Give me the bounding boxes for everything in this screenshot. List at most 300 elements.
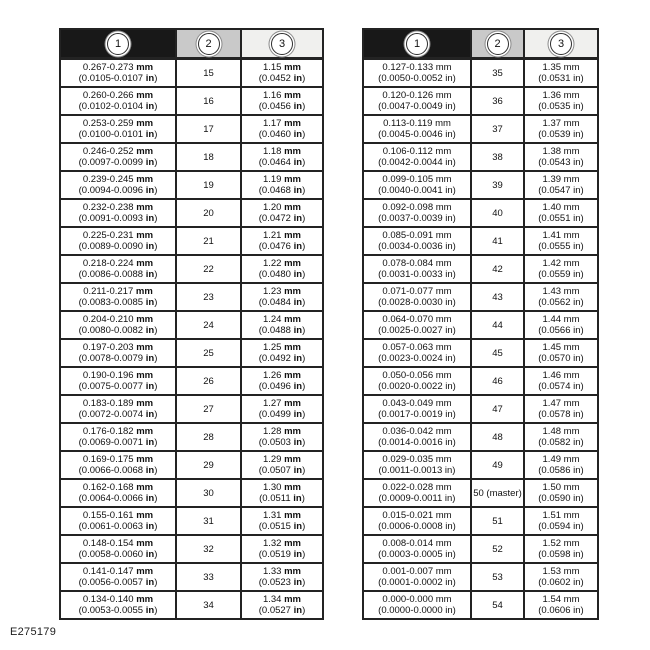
grade-number-cell: 53 [471,563,524,591]
clearance-range-cell [60,591,176,619]
clearance-range-cell [363,367,471,395]
table-row [363,591,598,619]
unit-label: in [445,269,453,280]
clearance-in: (0.0006-0.0008 in) [378,521,456,532]
unit-label: in [573,129,581,140]
thickness-in: (0.0547 in) [538,185,584,196]
clearance-mm: 0.127-0.133 mm [382,62,452,73]
clearance-in: (0.0102-0.0104 in) [78,101,158,112]
thickness-mm: 1.45 mm [542,342,580,353]
thickness-in: (0.0543 in) [538,157,584,168]
clearance-in: (0.0050-0.0052 in) [378,73,456,84]
thickness-cell [241,367,323,395]
unit-label: mm [284,594,302,605]
unit-label: in [293,577,303,588]
grade-number-cell: 26 [176,367,241,395]
table-grid-left [59,28,324,620]
grade-number-cell: 34 [176,591,241,619]
unit-label: in [445,297,453,308]
unit-label: mm [136,314,154,325]
unit-label: mm [136,202,154,213]
unit-label: in [293,605,303,616]
unit-label: mm [136,538,154,549]
thickness-in: (0.0535 in) [538,101,584,112]
unit-label: mm [435,510,452,521]
table-row [363,59,598,88]
unit-label: mm [435,482,452,493]
unit-label: mm [284,538,302,549]
thickness-table-right [362,28,593,620]
grade-number-cell: 29 [176,451,241,479]
table-header [60,29,323,59]
clearance-range-cell [60,115,176,143]
thickness-in: (0.0503 in) [258,437,306,448]
thickness-in: (0.0602 in) [538,577,584,588]
grade-number-cell: 16 [176,87,241,115]
clearance-range-cell [363,423,471,451]
clearance-in: (0.0053-0.0055 in) [78,605,158,616]
thickness-in: (0.0507 in) [258,465,306,476]
unit-label: in [145,241,155,252]
thickness-cell [241,227,323,255]
clearance-mm: 0.211-0.217 mm [83,286,153,297]
unit-label: mm [435,594,452,605]
unit-label: in [445,325,453,336]
unit-label: mm [435,454,452,465]
unit-label: in [573,101,581,112]
unit-label: mm [435,286,452,297]
unit-label: mm [284,314,302,325]
thickness-in: (0.0468 in) [258,185,306,196]
thickness-mm: 1.37 mm [542,118,580,129]
clearance-range-cell [363,199,471,227]
thickness-cell [241,479,323,507]
grade-number-cell: 51 [471,507,524,535]
unit-label: in [293,297,303,308]
thickness-cell [241,199,323,227]
clearance-mm: 0.169-0.175 mm [82,454,154,465]
unit-label: in [293,325,303,336]
unit-label: mm [435,398,452,409]
thickness-mm: 1.29 mm [262,454,302,465]
unit-label: in [145,297,155,308]
table-row [363,423,598,451]
clearance-in: (0.0091-0.0093 in) [78,213,158,224]
clearance-mm: 0.099-0.105 mm [382,174,452,185]
clearance-mm: 0.106-0.112 mm [382,146,452,157]
thickness-in: (0.0594 in) [538,521,584,532]
clearance-mm: 0.260-0.266 mm [82,90,154,101]
clearance-mm: 0.134-0.140 mm [82,594,154,605]
thickness-in: (0.0578 in) [538,409,584,420]
clearance-range-cell [60,171,176,199]
thickness-mm: 1.32 mm [262,538,302,549]
table-row [363,367,598,395]
grade-number-cell: 20 [176,199,241,227]
clearance-mm: 0.197-0.203 mm [82,342,154,353]
grade-number-cell: 46 [471,367,524,395]
clearance-in: (0.0025-0.0027 in) [378,325,456,336]
header-cell-1 [363,29,471,59]
thickness-cell [241,451,323,479]
thickness-mm: 1.43 mm [542,286,580,297]
unit-label: in [293,437,303,448]
unit-label: in [573,157,581,168]
table-row [363,451,598,479]
unit-label: in [293,241,303,252]
unit-label: mm [435,370,452,381]
unit-label: mm [435,258,452,269]
unit-label: in [145,493,155,504]
thickness-cell [241,591,323,619]
thickness-cell [241,339,323,367]
thickness-cell [524,507,598,535]
table-row [363,255,598,283]
unit-label: in [445,409,453,420]
unit-label: in [444,493,453,504]
unit-label: mm [435,426,452,437]
clearance-mm: 0.071-0.077 mm [382,286,452,297]
thickness-mm: 1.33 mm [262,566,302,577]
thickness-mm: 1.23 mm [262,286,302,297]
thickness-mm: 1.27 mm [262,398,302,409]
unit-label: in [293,101,303,112]
thickness-in: (0.0496 in) [258,381,306,392]
thickness-mm: 1.40 mm [542,202,580,213]
thickness-cell [241,255,323,283]
unit-label: in [293,157,303,168]
table-row [60,199,323,227]
thickness-cell [524,339,598,367]
unit-label: mm [284,258,302,269]
unit-label: in [445,241,453,252]
unit-label: in [573,437,581,448]
thickness-in: (0.0527 in) [258,605,306,616]
unit-label: in [145,73,155,84]
clearance-in: (0.0100-0.0101 in) [78,129,158,140]
thickness-in: (0.0590 in) [538,493,584,504]
thickness-cell [524,451,598,479]
clearance-range-cell [363,563,471,591]
table-row [60,227,323,255]
grade-number-cell: 50 (master) [471,479,524,507]
grade-number-cell: 28 [176,423,241,451]
clearance-mm: 0.267-0.273 mm [82,62,154,73]
thickness-in: (0.0515 in) [258,521,306,532]
table-row [363,339,598,367]
unit-label: in [573,605,581,616]
grade-number-cell: 30 [176,479,241,507]
thickness-mm: 1.52 mm [542,538,580,549]
thickness-cell [241,171,323,199]
unit-label: in [445,381,453,392]
thickness-mm: 1.36 mm [542,90,580,101]
thickness-in: (0.0492 in) [258,353,306,364]
thickness-mm: 1.50 mm [542,482,580,493]
thickness-mm: 1.31 mm [262,510,302,521]
grade-number-cell: 37 [471,115,524,143]
clearance-mm: 0.001-0.007 mm [382,566,452,577]
grade-number-cell: 49 [471,451,524,479]
thickness-mm: 1.28 mm [262,426,302,437]
thickness-mm: 1.24 mm [262,314,302,325]
thickness-in: (0.0551 in) [538,213,584,224]
grade-number-cell: 52 [471,535,524,563]
clearance-in: (0.0066-0.0068 in) [78,465,158,476]
unit-label: in [145,465,155,476]
callout-2-icon: 2 [198,33,220,55]
table-row [60,479,323,507]
thickness-cell [524,479,598,507]
clearance-mm: 0.120-0.126 mm [382,90,452,101]
unit-label: mm [563,90,580,101]
callout-3-icon: 3 [271,33,293,55]
unit-label: mm [136,90,154,101]
thickness-mm: 1.47 mm [542,398,580,409]
unit-label: in [445,157,453,168]
table-row [60,591,323,619]
grade-number-cell: 17 [176,115,241,143]
clearance-in: (0.0086-0.0088 in) [78,269,158,280]
clearance-range-cell [60,199,176,227]
clearance-mm: 0.218-0.224 mm [82,258,154,269]
thickness-mm: 1.54 mm [542,594,580,605]
clearance-range-cell [60,479,176,507]
clearance-in: (0.0069-0.0071 in) [78,437,158,448]
clearance-range-cell [363,479,471,507]
clearance-range-cell [363,339,471,367]
clearance-range-cell [60,339,176,367]
clearance-mm: 0.015-0.021 mm [382,510,452,521]
unit-label: mm [284,146,302,157]
thickness-in: (0.0582 in) [538,437,584,448]
unit-label: mm [435,342,452,353]
thickness-in: (0.0484 in) [258,297,306,308]
unit-label: in [573,213,581,224]
unit-label: in [573,269,581,280]
unit-label: mm [284,482,302,493]
clearance-mm: 0.064-0.070 mm [382,314,452,325]
thickness-mm: 1.39 mm [542,174,580,185]
unit-label: mm [563,538,580,549]
thickness-cell [241,311,323,339]
clearance-mm: 0.176-0.182 mm [82,426,154,437]
thickness-cell [241,395,323,423]
thickness-in: (0.0586 in) [538,465,584,476]
unit-label: in [293,381,303,392]
thickness-mm: 1.42 mm [542,258,580,269]
clearance-in: (0.0061-0.0063 in) [78,521,158,532]
grade-number-cell: 36 [471,87,524,115]
clearance-in: (0.0011-0.0013 in) [378,465,456,476]
thickness-mm: 1.20 mm [262,202,302,213]
unit-label: in [573,73,581,84]
callout-1-icon: 1 [406,33,428,55]
clearance-range-cell [363,591,471,619]
clearance-range-cell [60,563,176,591]
thickness-mm: 1.22 mm [262,258,302,269]
thickness-in: (0.0452 in) [258,73,306,84]
clearance-range-cell [60,255,176,283]
callout-1-icon: 1 [107,33,129,55]
thickness-mm: 1.17 mm [262,118,302,129]
table-row [363,563,598,591]
unit-label: in [145,577,155,588]
clearance-in: (0.0037-0.0039 in) [378,213,456,224]
table-body [363,59,598,620]
clearance-in: (0.0003-0.0005 in) [378,549,456,560]
table-row [60,59,323,88]
clearance-mm: 0.253-0.259 mm [82,118,154,129]
unit-label: mm [563,174,580,185]
clearance-range-cell [363,227,471,255]
thickness-in: (0.0519 in) [258,549,306,560]
clearance-in: (0.0045-0.0046 in) [378,129,456,140]
thickness-cell [524,367,598,395]
unit-label: mm [563,566,580,577]
unit-label: mm [136,258,154,269]
clearance-in: (0.0064-0.0066 in) [78,493,158,504]
clearance-range-cell [363,255,471,283]
unit-label: mm [284,230,302,241]
thickness-mm: 1.30 mm [262,482,302,493]
unit-label: mm [284,202,302,213]
thickness-mm: 1.15 mm [262,62,302,73]
unit-label: mm [563,62,580,73]
unit-label: mm [435,118,451,129]
unit-label: mm [136,342,154,353]
unit-label: in [573,325,581,336]
thickness-cell [524,171,598,199]
grade-number-cell: 27 [176,395,241,423]
clearance-mm: 0.141-0.147 mm [82,566,154,577]
clearance-mm: 0.000-0.000 mm [382,594,452,605]
header-row [60,29,323,59]
clearance-in: (0.0058-0.0060 in) [78,549,158,560]
grade-number-cell: 15 [176,59,241,88]
unit-label: mm [435,314,452,325]
clearance-in: (0.0009-0.0011 in) [378,493,456,504]
unit-label: in [293,129,303,140]
unit-label: in [445,213,453,224]
unit-label: in [145,521,155,532]
header-cell-1 [60,29,176,59]
unit-label: in [573,297,581,308]
clearance-range-cell [363,311,471,339]
thickness-in: (0.0598 in) [538,549,584,560]
unit-label: mm [284,118,302,129]
unit-label: in [445,129,453,140]
unit-label: in [293,493,302,504]
clearance-mm: 0.050-0.056 mm [382,370,452,381]
unit-label: in [573,381,581,392]
table-row [363,199,598,227]
grade-number-cell: 45 [471,339,524,367]
clearance-mm: 0.155-0.161 mm [82,510,154,521]
unit-label: in [573,409,581,420]
grade-number-cell: 24 [176,311,241,339]
unit-label: mm [284,62,302,73]
clearance-in: (0.0080-0.0082 in) [78,325,158,336]
unit-label: mm [284,454,302,465]
clearance-in: (0.0094-0.0096 in) [78,185,158,196]
unit-label: mm [563,314,580,325]
unit-label: in [573,521,581,532]
clearance-range-cell [60,311,176,339]
thickness-cell [524,311,598,339]
clearance-range-cell [60,87,176,115]
thickness-cell [241,283,323,311]
header-row [363,29,598,59]
unit-label: in [573,549,581,560]
grade-number-cell: 39 [471,171,524,199]
unit-label: mm [136,230,154,241]
table-body [60,59,323,620]
clearance-range-cell [60,535,176,563]
unit-label: mm [435,566,452,577]
table-row [60,171,323,199]
unit-label: in [145,213,155,224]
table-row [363,395,598,423]
table-header [363,29,598,59]
clearance-range-cell [60,507,176,535]
thickness-in: (0.0562 in) [538,297,584,308]
unit-label: in [145,101,155,112]
grade-number-cell: 54 [471,591,524,619]
clearance-range-cell [60,367,176,395]
unit-label: in [145,605,155,616]
clearance-in: (0.0031-0.0033 in) [378,269,456,280]
clearance-range-cell [60,423,176,451]
clearance-mm: 0.008-0.014 mm [382,538,452,549]
unit-label: in [145,325,155,336]
unit-label: in [293,185,303,196]
thickness-in: (0.0488 in) [258,325,306,336]
unit-label: in [145,129,155,140]
table-row [363,143,598,171]
grade-number-cell: 43 [471,283,524,311]
unit-label: in [293,549,303,560]
unit-label: mm [563,118,580,129]
clearance-in: (0.0105-0.0107 in) [78,73,158,84]
grade-number-cell: 48 [471,423,524,451]
grade-number-cell: 33 [176,563,241,591]
table-row [60,395,323,423]
unit-label: in [293,213,303,224]
grade-number-cell: 19 [176,171,241,199]
table-row [60,535,323,563]
thickness-mm: 1.18 mm [262,146,302,157]
table-row [60,115,323,143]
unit-label: in [573,241,581,252]
clearance-mm: 0.239-0.245 mm [82,174,154,185]
thickness-in: (0.0476 in) [258,241,306,252]
thickness-cell [524,227,598,255]
thickness-in: (0.0574 in) [538,381,584,392]
thickness-mm: 1.53 mm [542,566,580,577]
grade-number-cell: 40 [471,199,524,227]
clearance-in: (0.0042-0.0044 in) [378,157,456,168]
thickness-mm: 1.35 mm [542,62,580,73]
unit-label: mm [563,202,580,213]
unit-label: in [445,577,453,588]
clearance-range-cell [363,87,471,115]
unit-label: mm [563,398,580,409]
unit-label: in [445,521,453,532]
clearance-range-cell [363,395,471,423]
table-row [363,507,598,535]
table-row [363,87,598,115]
